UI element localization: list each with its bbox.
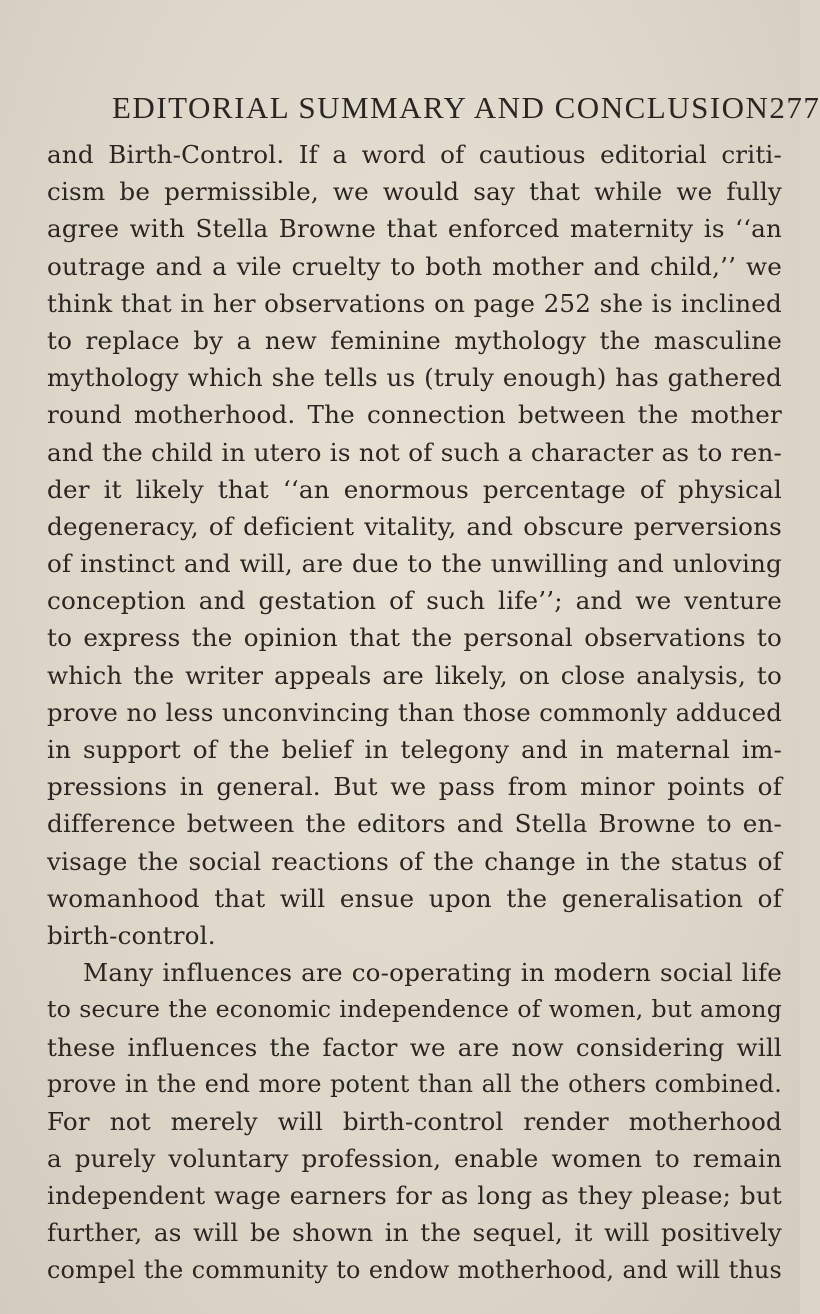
text-line: to replace by a new feminine mythology the masculine [47,325,782,355]
text-line: agree with Stella Browne that enforced maternity is ‘‘an [47,214,782,244]
body-text [47,136,782,1289]
paragraph-2 [47,954,782,1289]
text-line: conception and gestation of such life’’; and we venture [47,586,782,616]
text-line: cism be permissible, we would say that while we fully [47,177,782,207]
text-line: which the writer appeals are likely, on close analysis, to [47,660,782,690]
text-line: mythology which she tells us (truly enough) has gathered [47,363,782,393]
running-title: EDITORIAL SUMMARY AND CONCLUSION [112,90,770,125]
text-line: prove in the end more potent than all the others combined. [47,1069,782,1098]
text-line: Many influences are co-operating in modern social life [83,958,782,988]
text-line: visage the social reactions of the change in the status of [47,846,782,876]
running-header [112,90,820,126]
text-line: these influences the factor we are now considering will [47,1032,782,1062]
text-line: to express the opinion that the personal observations to [47,623,782,653]
text-line: and the child in utero is not of such a character as to ren- [47,437,782,467]
text-line: think that in her observations on page 252 she is inclined [47,288,782,318]
text-line: of instinct and will, are due to the unwilling and unloving [47,549,782,579]
text-line: to secure the economic independence of women, but among [47,995,782,1024]
text-line: and Birth-Control. If a word of cautious editorial criti- [47,140,782,169]
text-line: a purely voluntary profession, enable women to remain [47,1144,782,1174]
text-line: compel the community to endow motherhood, and will thus [47,1255,782,1284]
text-line: difference between the editors and Stella Browne to en- [47,809,782,839]
text-line: further, as will be shown in the sequel, it will positively [47,1218,782,1248]
paragraph-1 [47,136,782,954]
text-line: womanhood that will ensue upon the generalisation of [47,883,782,913]
text-line: pressions in general. But we pass from minor points of [47,772,782,802]
text-line: degeneracy, of deficient vitality, and obscure perversions [47,511,782,541]
text-line: birth-control. [47,920,216,950]
text-line: outrage and a vile cruelty to both mother and child,’’ we [47,251,782,281]
page-number: 277 [769,90,820,125]
text-line: For not merely will birth-control render motherhood [47,1106,782,1136]
text-line: independent wage earners for as long as they please; but [47,1181,782,1211]
text-line: prove no less unconvincing than those commonly adduced [47,697,782,727]
text-line: round motherhood. The connection between the mother [47,400,782,430]
text-line: der it likely that ‘‘an enormous percentage of physical [47,474,782,504]
text-line: in support of the belief in telegony and in maternal im- [47,735,782,764]
